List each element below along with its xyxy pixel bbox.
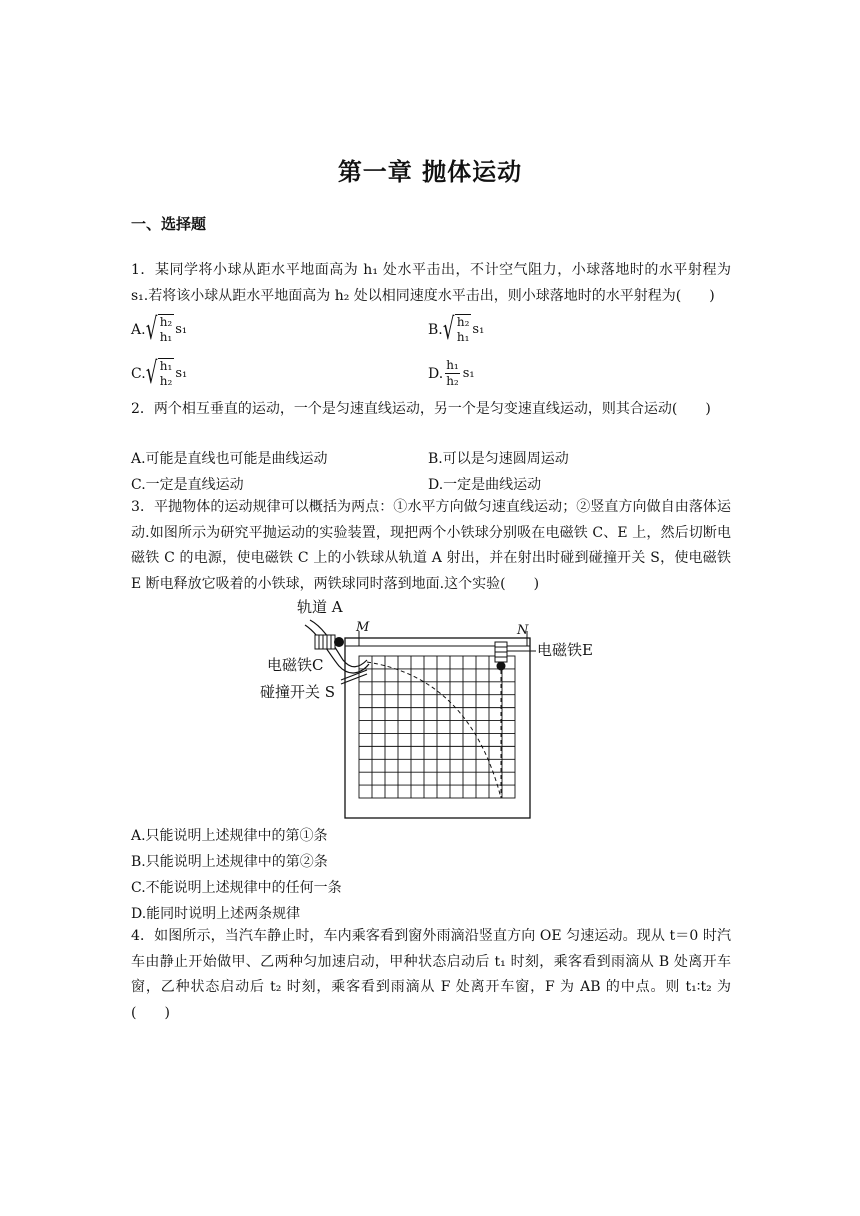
- numerator: h₁: [446, 358, 459, 372]
- q1-option-b: [428, 311, 485, 347]
- denominator: h₂: [446, 374, 459, 388]
- q2-option-c: C.一定是直线运动: [131, 477, 244, 493]
- variable: s₁: [175, 322, 188, 337]
- q3-option-b: B.只能说明上述规律中的第②条: [131, 854, 328, 870]
- question-4-text: 4．如图所示，当汽车静止时，车内乘客看到窗外雨滴沿竖直方向 OE 匀速运动。现从 t＝0 时汽车由静止开始做甲、乙两种匀加速启动，甲种状态启动后 t₁ 时刻，乘客看到雨滴从 B 处离开车窗，乙种状态启动后 t₂ 时刻，乘客看到雨滴从 F 处离开车窗，F 为 AB 的中点。则 t₁∶t₂ 为( ): [131, 928, 731, 1021]
- magnet-c-icon: [315, 635, 344, 649]
- q3-option-a: A.只能说明上述规律中的第①条: [131, 828, 328, 844]
- sqrt-icon: √: [442, 311, 455, 347]
- parabolic-path: [367, 662, 501, 798]
- question-3-text: 3．平抛物体的运动规律可以概括为两点：①水平方向做匀速直线运动；②竖直方向做自由落体运动.如图所示为研究平抛运动的实验装置，现把两个小铁球分别吸在电磁铁 C、E 上，然后切断电磁铁 C 的电源，使电磁铁 C 上的小铁球从轨道 A 射出，并在射出时碰到碰撞开关 S，使电磁铁 E 断电释放它吸着的小铁球，两铁球同时落到地面.这个实验( ): [131, 499, 731, 592]
- variable: s₁: [175, 366, 188, 381]
- grid: [359, 656, 515, 798]
- magnet-e-icon: [495, 642, 507, 671]
- sqrt-icon: √: [145, 311, 157, 347]
- variable: s₁: [472, 322, 485, 337]
- q3-option-c: C.不能说明上述规律中的任何一条: [131, 880, 342, 896]
- question-2-text: 2．两个相互垂直的运动，一个是匀速直线运动，另一个是匀变速直线运动，则其合运动( ): [131, 401, 711, 417]
- q1-option-d: [428, 358, 475, 389]
- fraction: [443, 358, 462, 389]
- label-n: N: [517, 623, 529, 638]
- label-track-a: 轨道 A: [297, 598, 343, 616]
- option-label: B.: [428, 321, 443, 338]
- denominator: h₁: [159, 330, 173, 344]
- variable: s₁: [462, 366, 475, 381]
- q1-option-c: [131, 355, 188, 391]
- label-magnet-c: 电磁铁C: [267, 656, 324, 674]
- fraction: [158, 314, 175, 345]
- denominator: h₂: [159, 374, 173, 388]
- q2-option-a: A.可能是直线也可能是曲线运动: [131, 451, 328, 467]
- fraction: [455, 314, 472, 345]
- q1-option-a: [131, 311, 188, 347]
- sqrt-icon: √: [145, 355, 157, 391]
- q2-option-b: B.可以是匀速圆周运动: [428, 451, 569, 467]
- section-heading: 一、选择题: [131, 215, 207, 233]
- denominator: h₁: [456, 330, 470, 344]
- numerator: h₁: [159, 359, 173, 373]
- question-1-text: 1．某同学将小球从距水平地面高为 h₁ 处水平击出，不计空气阻力，小球落地时的水平射程为 s₁.若将该小球从距水平地面高为 h₂ 处以相同速度水平击出，则小球落地时的水平射程为( ): [131, 262, 731, 304]
- numerator: h₂: [456, 315, 470, 329]
- fraction: [158, 358, 175, 389]
- option-label: D.: [428, 365, 444, 382]
- option-label: A.: [131, 321, 146, 338]
- q3-option-d: D.能同时说明上述两条规律: [131, 906, 301, 922]
- option-label: C.: [131, 365, 146, 382]
- experiment-diagram: [255, 598, 605, 823]
- page-title: 第一章 抛体运动: [337, 158, 523, 186]
- label-switch-s: 碰撞开关 S: [260, 683, 336, 701]
- numerator: h₂: [159, 315, 173, 329]
- label-m: M: [356, 620, 370, 635]
- label-magnet-e: 电磁铁E: [537, 641, 593, 659]
- q2-option-d: D.一定是曲线运动: [428, 477, 542, 493]
